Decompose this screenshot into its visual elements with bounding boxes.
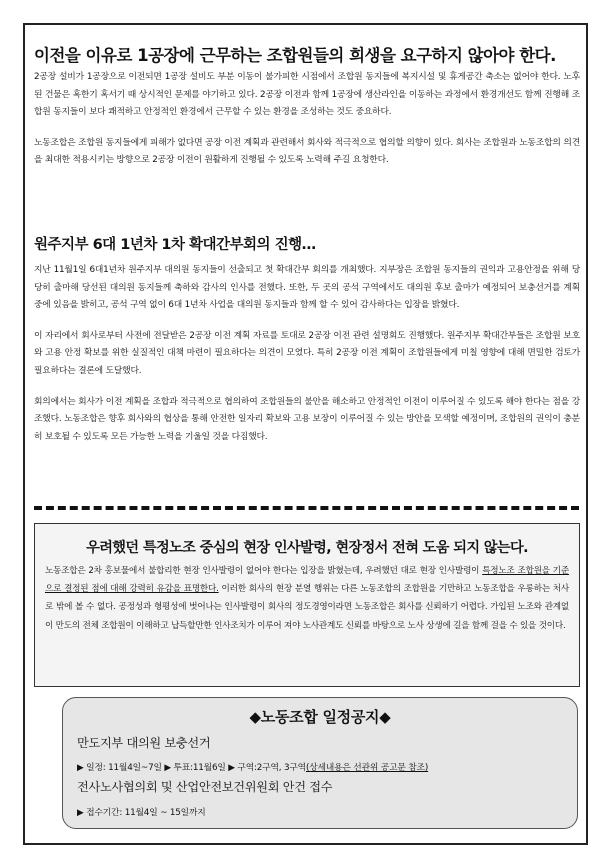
paragraph: 지난 11월1일 6대1년차 원주지부 대의원 동지들이 선출되고 첫 확대간부 회의를 개최했다. 지부장은 조합원 동지들의 권익과 고용안정을 위해 당당히 출마해 당선된 대의원 동지들께 축하와 감사의 인사를 전했다. 또한, 두 곳의 공석 구역에서도 대의원 후보 출마가 예정되어 보충선거를 계획 중에 있음을 밝히고, 공석 구역 없이 6대 1년차 사업을 대의원 동지들과 함께 할 수 있어 감사하다는 입장을 밝혔다. [34, 265, 580, 311]
schedule-title: ◆노동조합 일정공지◆ [249, 708, 391, 726]
personnel-notice-box [34, 523, 580, 687]
schedule-item-agenda: 전사노사협의회 및 산업안전보건위원회 안건 접수 [77, 780, 333, 794]
paragraph: 이 자리에서 회사로부터 사전에 전달받은 2공장 이전 계획 자료를 토대로 2공장 이전 관련 설명회도 진행했다. 원주지부 확대간부들은 조합원 보호와 고용 안정 확보를 위한 실질적인 대책 마련이 필요하다는 의견이 모였다. 특히 2공장 이전 계획이 조합원들에게 미칠 영향에 대해 면밀한 검토가 필요하다는 결론에 도달했다. [34, 330, 580, 376]
underlined-statement: 특정노조 조합원을 기준으로 결정된 점에 대해 강력히 유감을 표명한다. [45, 566, 569, 595]
section-title: 우려했던 특정노조 중심의 현장 인사발령, 현장정서 전혀 도움 되지 않는다. [86, 540, 528, 556]
section-meeting [34, 235, 580, 446]
paragraph [45, 562, 569, 635]
paragraph-text: 노동조합은 2차 홍보물에서 불합리한 현장 인사발령이 없어야 한다는 입장을 밝혔는데, 우려했던 대로 현장 인사발령이 [45, 566, 483, 576]
section-title: 이전을 이유로 1공장에 근무하는 조합원들의 희생을 요구하지 않아야 한다. [34, 46, 556, 65]
dashed-divider [34, 506, 579, 510]
schedule-box [62, 697, 578, 829]
paragraph: 노동조합은 조합원 동지들에게 피해가 없다면 공장 이전 계획과 관련해서 회사와 적극적으로 협의할 의향이 있다. 회사는 조합원과 노동조합의 의견을 최대한 적용시키는 방향으로 2공장 이전이 원활하게 진행될 수 있도록 노력해 주길 요청한다. [34, 137, 580, 166]
detail-text: ▶ 일정: 11월4일~7일 ▶ 투표:11월6일 ▶ 구역:2구역, 3구역 [77, 763, 306, 773]
detail-link: (상세내용은 선관위 공고문 참조) [305, 763, 429, 773]
paragraph: 2공장 설비가 1공장으로 이전되면 1공장 설비도 부분 이동이 불가피한 시점에서 조합원 동지들에 복지시설 및 휴게공간 축소는 없어야 한다. 노후 된 건물은 혹한기 혹서기 때 상시적인 문제를 야기하고 있다. 2공장 이전과 함께 1공장에 생산라인을 이동하는 과정에서 환경개선도 함께 진행해 조합원 동지들이 보다 쾌적하고 안정적인 환경에서 근무할 수 있는 환경을 조성하는 것도 중요하다. [34, 72, 580, 118]
paragraph-text: 이러한 회사의 현장 분열 행위는 다른 노동조합의 조합원을 기만하고 노동조합을 우롱하는 처사로 밖에 볼 수 없다. 공정성과 형평성에 벗어나는 인사발령이 회사의 정도경영이라면 노동조합은 회사를 신뢰하기 어렵다. 가입된 노조와 관계없이 만도의 전체 조합원이 이해하고 납득할만한 인사조치가 이루어 져야 노사관계도 신뢰를 바탕으로 노사 상생에 길을 함께 걸을 수 있을 것이다. [45, 584, 569, 631]
schedule-item-agenda-detail: ▶ 접수기간: 11월4일 ~ 15일까지 [77, 808, 206, 818]
paragraph: 회의에서는 회사가 이전 계획을 조합과 적극적으로 협의하여 조합원들의 불안을 해소하고 안정적인 이전이 이루어질 수 있도록 해야 한다는 점을 강조했다. 노동조합은 향후 회사와의 협상을 통해 안전한 일자리 확보와 고용 보장이 이루어질 수 있는 방안을 모색할 예정이며, 조합원의 권익이 충분히 보호될 수 있도록 모든 가능한 노력을 기울일 것을 다짐했다. [34, 396, 580, 442]
schedule-item-election: 만도지부 대의원 보충선거 [77, 736, 211, 750]
schedule-item-election-detail [77, 760, 428, 773]
section-relocation [34, 45, 580, 170]
section-title: 원주지부 6대 1년차 1차 확대간부회의 진행… [34, 237, 316, 253]
